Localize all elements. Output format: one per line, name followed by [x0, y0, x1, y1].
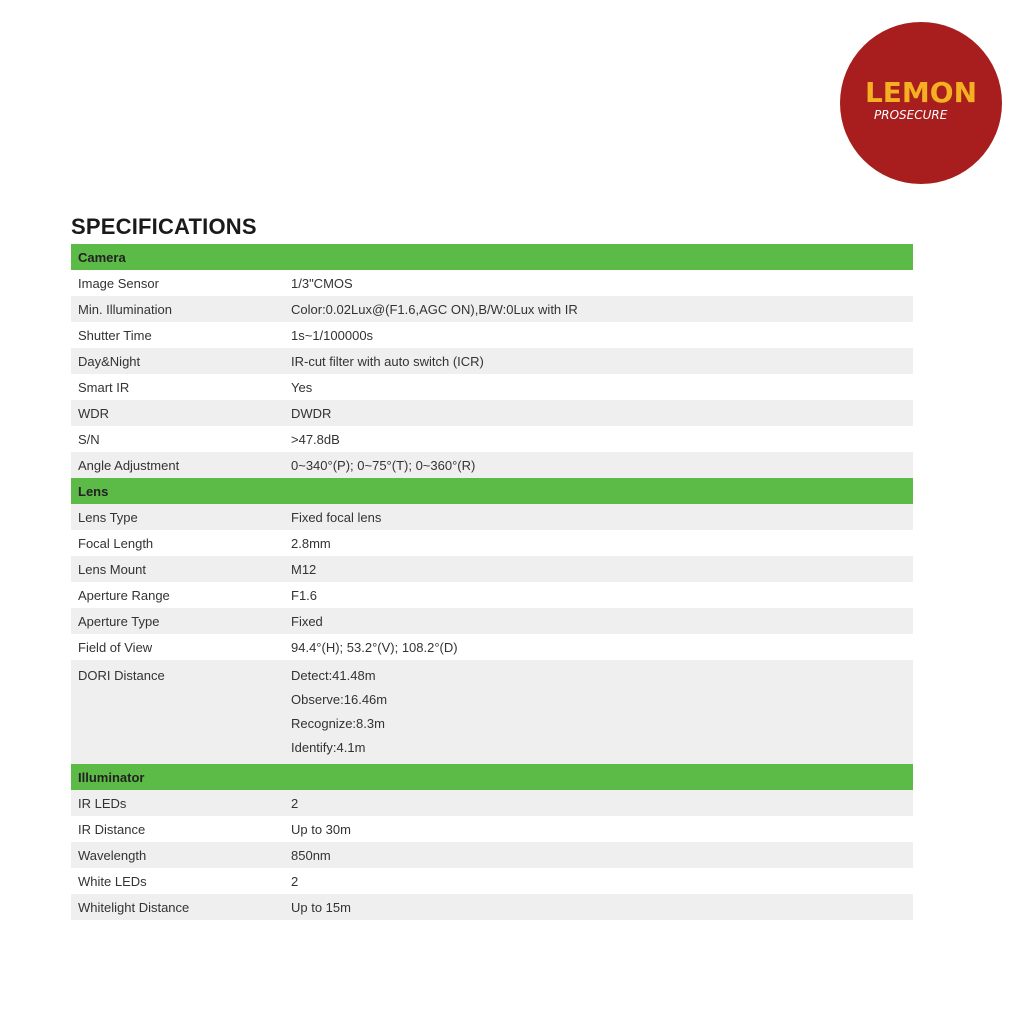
- spec-value: >47.8dB: [284, 426, 913, 452]
- section-title: Illuminator: [71, 764, 913, 790]
- spec-row: [71, 426, 913, 452]
- spec-label-text: DORI Distance: [78, 668, 165, 683]
- spec-row: [71, 582, 913, 608]
- spec-value: Up to 15m: [284, 894, 913, 920]
- specifications-table: [71, 244, 913, 920]
- spec-label: [71, 660, 284, 764]
- spec-label: IR Distance: [71, 816, 284, 842]
- spec-label: White LEDs: [71, 868, 284, 894]
- spec-row: [71, 790, 913, 816]
- spec-value: F1.6: [284, 582, 913, 608]
- spec-label: Aperture Type: [71, 608, 284, 634]
- section-header-lens: [71, 478, 913, 504]
- spec-label: S/N: [71, 426, 284, 452]
- spec-value: Color:0.02Lux@(F1.6,AGC ON),B/W:0Lux with IR: [284, 296, 913, 322]
- spec-label: Angle Adjustment: [71, 452, 284, 478]
- spec-value: 1/3"CMOS: [284, 270, 913, 296]
- dori-identify: Identify:4.1m: [291, 740, 366, 755]
- spec-row: [71, 556, 913, 582]
- spec-label: Field of View: [71, 634, 284, 660]
- spec-value: DWDR: [284, 400, 913, 426]
- spec-row: [71, 322, 913, 348]
- section-header-camera: [71, 244, 913, 270]
- page-title: SPECIFICATIONS: [71, 214, 257, 239]
- spec-value: 0~340°(P); 0~75°(T); 0~360°(R): [284, 452, 913, 478]
- spec-label: Whitelight Distance: [71, 894, 284, 920]
- spec-label: Focal Length: [71, 530, 284, 556]
- spec-label: Image Sensor: [71, 270, 284, 296]
- spec-value: M12: [284, 556, 913, 582]
- spec-row: [71, 634, 913, 660]
- spec-row: [71, 504, 913, 530]
- section-title: Camera: [71, 244, 913, 270]
- spec-value: 2: [284, 790, 913, 816]
- spec-value: 94.4°(H); 53.2°(V); 108.2°(D): [284, 634, 913, 660]
- spec-label: Min. Illumination: [71, 296, 284, 322]
- spec-value: 850nm: [284, 842, 913, 868]
- spec-row: [71, 868, 913, 894]
- spec-label: IR LEDs: [71, 790, 284, 816]
- spec-value: Fixed focal lens: [284, 504, 913, 530]
- spec-label: Lens Type: [71, 504, 284, 530]
- spec-value: 2: [284, 868, 913, 894]
- spec-value: Up to 30m: [284, 816, 913, 842]
- spec-row: [71, 296, 913, 322]
- dori-detect: Detect:41.48m: [291, 668, 376, 683]
- brand-logo: [840, 22, 1002, 184]
- spec-label: WDR: [71, 400, 284, 426]
- spec-label: Lens Mount: [71, 556, 284, 582]
- spec-row: [71, 842, 913, 868]
- spec-value: [284, 660, 913, 764]
- section-header-illuminator: [71, 764, 913, 790]
- spec-row: [71, 894, 913, 920]
- spec-label: Wavelength: [71, 842, 284, 868]
- spec-row: [71, 400, 913, 426]
- spec-value: 2.8mm: [284, 530, 913, 556]
- spec-label: Day&Night: [71, 348, 284, 374]
- spec-label: Shutter Time: [71, 322, 284, 348]
- logo-sub-text: PROSECURE: [874, 108, 948, 122]
- spec-row-dori: [71, 660, 913, 764]
- spec-row: [71, 530, 913, 556]
- spec-value: Fixed: [284, 608, 913, 634]
- spec-row: [71, 608, 913, 634]
- spec-label: Smart IR: [71, 374, 284, 400]
- spec-row: [71, 374, 913, 400]
- spec-row: [71, 348, 913, 374]
- logo-main-text: LEMON: [864, 76, 978, 109]
- spec-value: Yes: [284, 374, 913, 400]
- spec-row: [71, 816, 913, 842]
- spec-row: [71, 270, 913, 296]
- spec-label: Aperture Range: [71, 582, 284, 608]
- section-title: Lens: [71, 478, 913, 504]
- spec-row: [71, 452, 913, 478]
- spec-value: 1s~1/100000s: [284, 322, 913, 348]
- dori-recognize: Recognize:8.3m: [291, 716, 385, 731]
- dori-observe: Observe:16.46m: [291, 692, 388, 707]
- spec-value: IR-cut filter with auto switch (ICR): [284, 348, 913, 374]
